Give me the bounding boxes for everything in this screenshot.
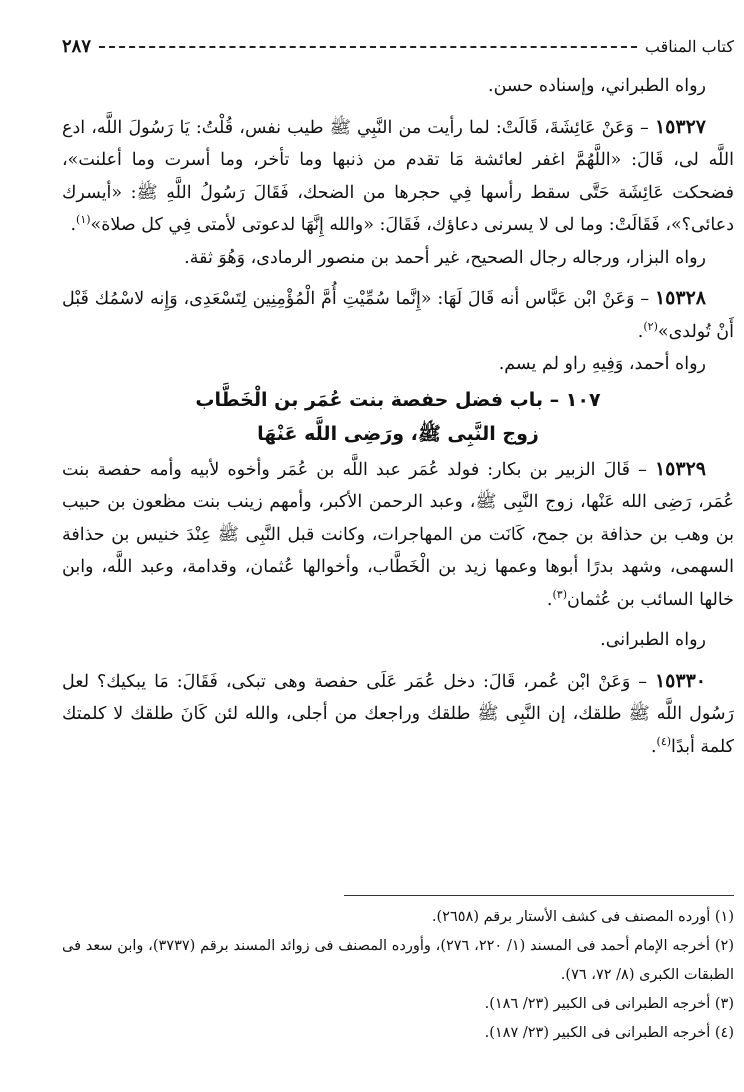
hadith-end: . — [70, 215, 77, 235]
narration-note-text: رواه البزار، ورجاله رجال الصحيح، غير أحمد بن منصور الرمادى، وَهُوَ ثقة. — [184, 247, 706, 268]
hadith-text: – وَعَنْ ابْن عَبَّاس أنه قَالَ لَهَا: «إِنَّما سُمِّيْتِ أُمَّ الْمُؤْمِنِين لِتَسْعَدِى، وَإِنه لاسْمُك قَبْل أَنْ تُولدى» — [62, 289, 734, 342]
running-header — [62, 34, 734, 58]
chapter-title-line-1: ١٠٧ – باب فضل حفصة بنت عُمَر بن الْخَطَّاب — [195, 388, 601, 411]
hadith-15329 — [62, 453, 734, 617]
hadith-15330 — [62, 665, 734, 764]
footnote-ref[interactable]: (١) — [76, 213, 91, 227]
narration-note — [62, 624, 734, 657]
footnote-separator — [344, 895, 734, 896]
footnote-text: أخرجه الإمام أحمد فى المسند (١/ ٢٢٠، ٢٧٦)، وأورده المصنف فى زوائد المسند برقم (٣٧٣٧)، وابن سعد فى الطبقات الكبرى (٨/ ٧٢، ٧٦). — [62, 938, 734, 983]
footnote-label: (٢) — [714, 938, 734, 954]
narration-note — [62, 348, 734, 381]
narration-note-text: رواه الطبرانى. — [600, 630, 706, 650]
footnote-label: (٣) — [714, 996, 734, 1012]
hadith-15327 — [62, 111, 734, 242]
hadith-end: . — [546, 589, 553, 610]
chapter-heading — [62, 383, 734, 451]
hadith-text: – وَعَنْ عَائِشَةَ، قَالَتْ: لما رأيت من النَّبِي ﷺ طيب نفس، قُلْتُ: يَا رَسُولَ اللَّه، ادع اللَّه لى، قَالَ: «اللَّهُمَّ اغفر لعائشة مَا تقدم من ذنبها وما تأخر، وما أسرت وما أعلنت»، فضحكت عَائِشَة حَتَّى سقط رأسها فِي حجرها من الضحك، فَقَالَ رَسُولُ اللَّهِ ﷺ: «أيسرك دعائى؟»، فَقَالَتْ: وما لى لا يسرنى دعاؤك، فَقَالَ: «والله إِنَّهَا لدعوتى لأمتى فِي كل صلاة» — [62, 117, 734, 235]
hadith-number: ١٥٣٣٠ — [654, 669, 706, 692]
footnote-ref[interactable]: (٢) — [643, 319, 658, 333]
footnote-label: (١) — [714, 909, 734, 925]
footnote-text: أخرجه الطبرانى فى الكبير (٢٣/ ١٨٦). — [484, 996, 715, 1012]
header-dash-rule — [99, 46, 637, 48]
hadith-number: ١٥٣٢٨ — [654, 287, 706, 309]
footnote-ref[interactable]: (٣) — [552, 587, 568, 601]
narration-note-text: رواه الطبراني، وإسناده حسن. — [488, 76, 706, 96]
footnote-ref[interactable]: (٤) — [656, 734, 672, 748]
chapter-title-line-2: زوج النَّبِى ﷺ، ورَضِى اللَّه عَنْهَا — [257, 422, 539, 445]
hadith-number: ١٥٣٢٧ — [654, 115, 706, 138]
footnote-label: (٤) — [714, 1025, 734, 1041]
page-number: ٢٨٧ — [62, 35, 92, 57]
narration-note-text: رواه أحمد، وَفِيهِ راو لم يسم. — [498, 354, 706, 374]
book-title: كتاب المناقب — [644, 36, 734, 56]
hadith-text: – وَعَنْ ابْن عُمر، قَالَ: دخل عُمَر عَلَى حفصة وهى تبكى، فَقَالَ: مَا يبكيك؟ لعل رَسُول اللَّه ﷺ طلقك، إن النَّبِى ﷺ طلقك وراجعك من أجلى، والله لئن كَانَ طلقك لا كلمتك كلمة أبدًا — [62, 671, 734, 757]
footnotes — [62, 903, 734, 1048]
footnote-text: أورده المصنف فى كشف الأستار برقم (٢٦٥٨). — [431, 909, 715, 925]
footnote-text: أخرجه الطبرانى فى الكبير (٢٣/ ١٨٧). — [484, 1025, 715, 1041]
footnote-1 — [62, 903, 734, 932]
hadith-number: ١٥٣٢٩ — [654, 457, 706, 480]
hadith-text: – قَالَ الزبير بن بكار: فولد عُمَر عبد اللَّه بن عُمَر وأخوه لأبيه وأمه حفصة بنت عُمَر، رَضِى الله عَنْها، زوج النَّبِى ﷺ، وعبد الرحمن الأكبر، وأمهم زينب بنت مظعون بن حبيب بن وهب بن حذافة بن جمح، كَانَت من المهاجرات، وكانت قبل النَّبِى ﷺ عِنْدَ خنيس بن حذافة السهمى، وشهد بدرًا أبوها وعمها زيد بن الْخَطَّاب، وأخوالها عُثمان، وقدامة، وعبد اللَّه، وابن خالها السائب بن عُثمان — [62, 459, 734, 610]
hadith-end: . — [637, 321, 644, 342]
narration-note — [62, 70, 734, 103]
footnote-3 — [62, 990, 734, 1019]
hadith-15328 — [62, 282, 734, 348]
hadith-end: . — [650, 736, 657, 757]
footnote-2 — [62, 932, 734, 990]
book-page — [62, 0, 734, 1092]
footnote-4 — [62, 1019, 734, 1048]
main-text — [62, 70, 734, 763]
narration-note — [62, 242, 734, 275]
